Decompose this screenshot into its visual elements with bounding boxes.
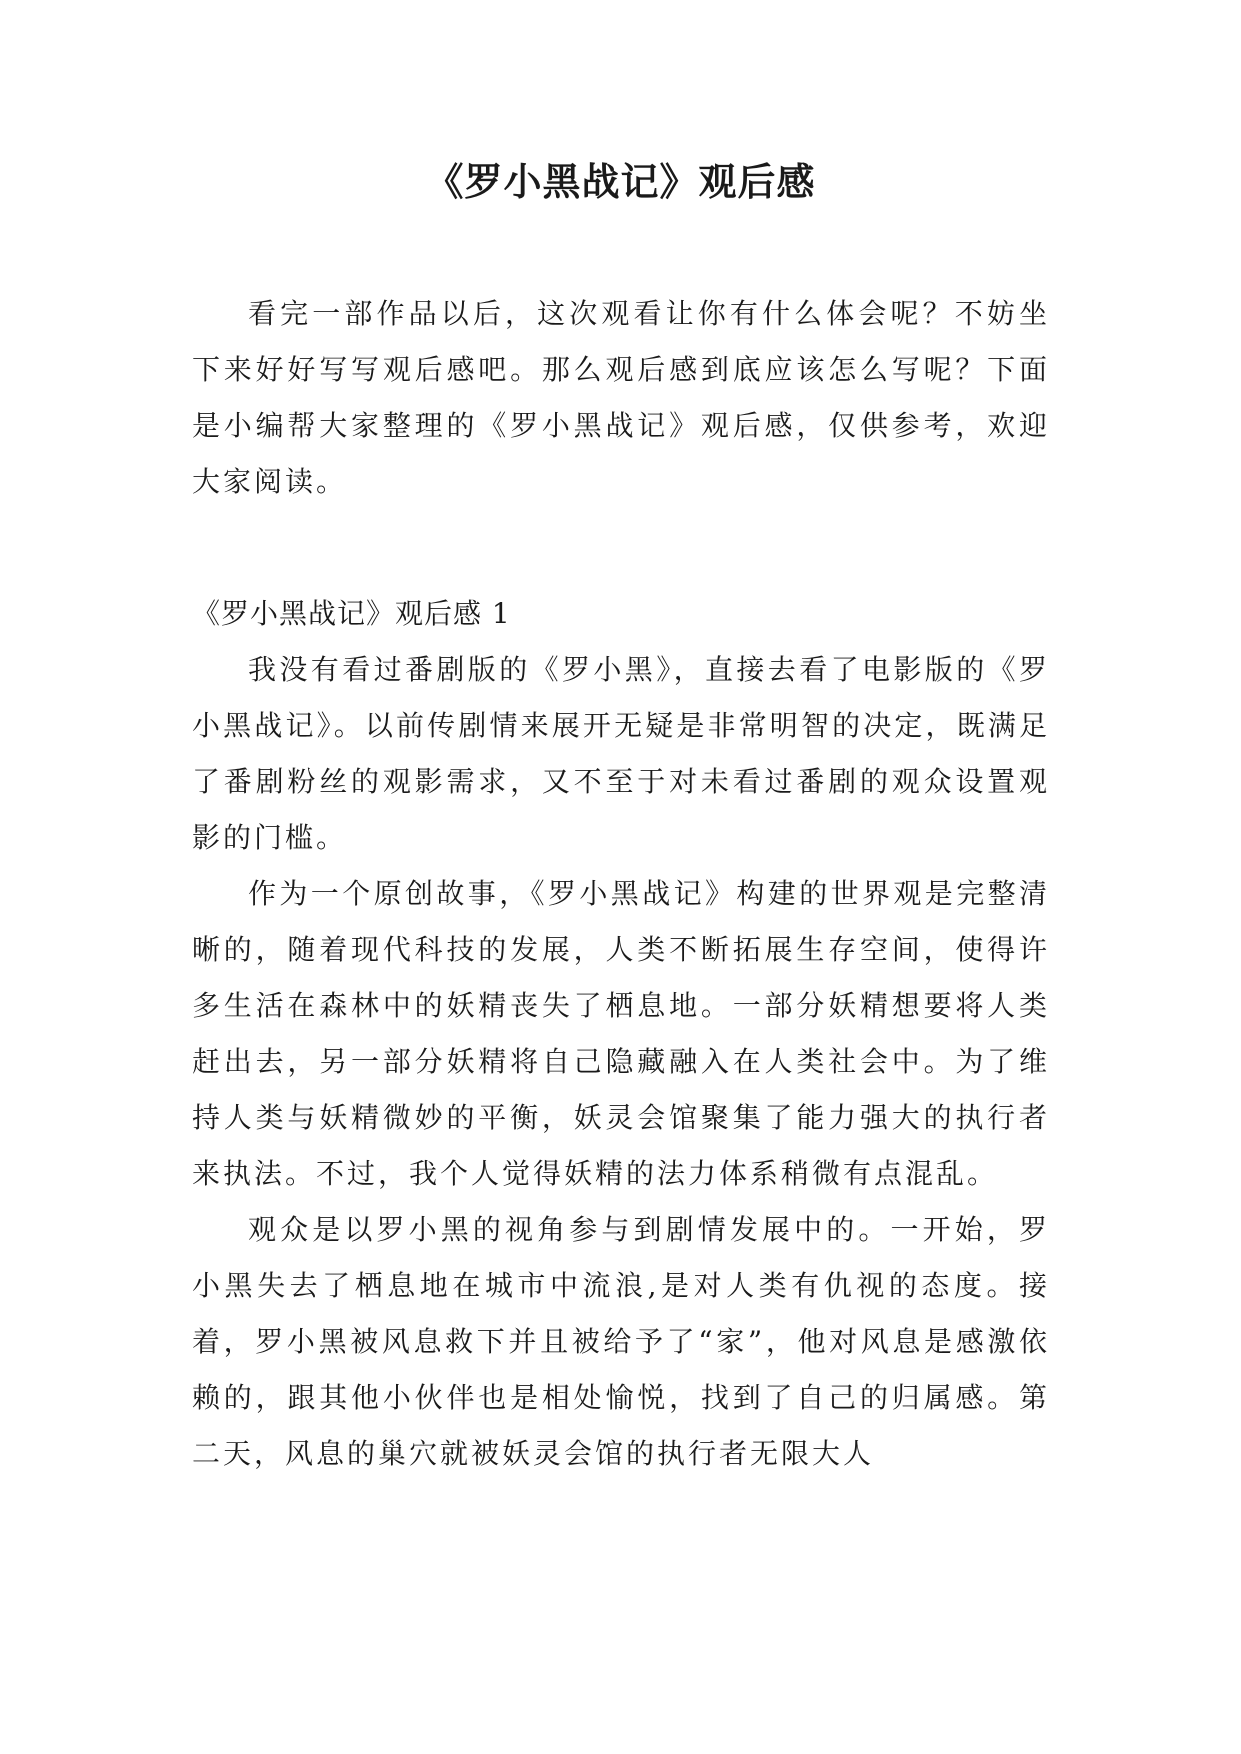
body-paragraph-3: 观众是以罗小黑的视角参与到剧情发展中的。一开始，罗小黑失去了栖息地在城市中流浪,是对人类有仇视的态度。接着，罗小黑被风息救下并且被给予了“家”，他对风息是感激依赖的，跟其他小伙伴也是相处愉悦，找到了自己的归属感。第二天，风息的巢穴就被妖灵会馆的执行者无限大人 bbox=[192, 1213, 1050, 1470]
section-heading: 《罗小黑战记》观后感 1 bbox=[192, 597, 511, 630]
intro-paragraph: 看完一部作品以后，这次观看让你有什么体会呢？不妨坐下来好好写写观后感吧。那么观后感到底应该怎么写呢？下面是小编帮大家整理的《罗小黑战记》观后感，仅供参考，欢迎大家阅读。 bbox=[192, 297, 1050, 498]
document-title: 《罗小黑战记》观后感 bbox=[425, 159, 816, 204]
body-paragraph-2: 作为一个原创故事，《罗小黑战记》构建的世界观是完整清晰的，随着现代科技的发展，人类不断拓展生存空间，使得许多生活在森林中的妖精丧失了栖息地。一部分妖精想要将人类赶出去，另一部分妖精将自己隐藏融入在人类社会中。为了维持人类与妖精微妙的平衡，妖灵会馆聚集了能力强大的执行者来执法。不过，我个人觉得妖精的法力体系稍微有点混乱。 bbox=[192, 877, 1050, 1190]
body-paragraph-1: 我没有看过番剧版的《罗小黑》，直接去看了电影版的《罗小黑战记》。以前传剧情来展开无疑是非常明智的决定，既满足了番剧粉丝的观影需求，又不至于对未看过番剧的观众设置观影的门槛。 bbox=[192, 653, 1050, 854]
document-body bbox=[192, 286, 1050, 1482]
